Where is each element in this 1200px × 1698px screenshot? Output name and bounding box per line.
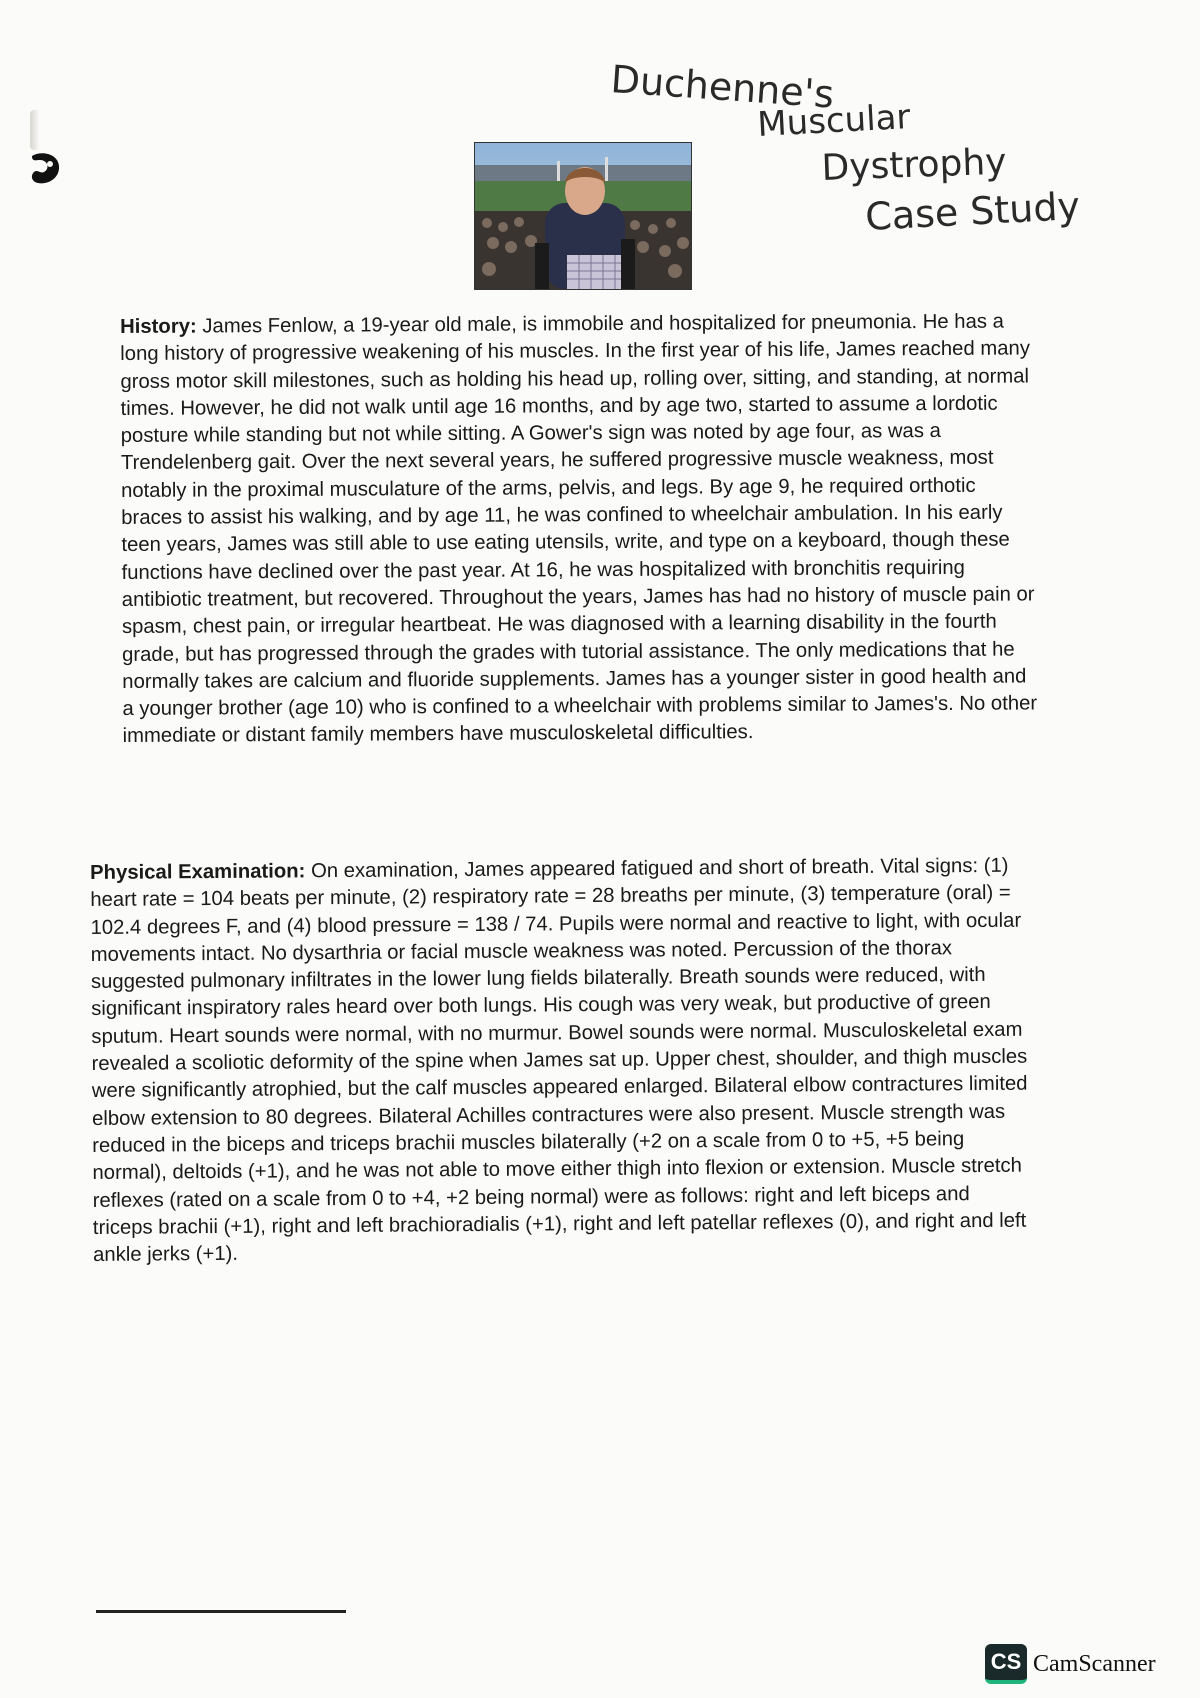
physical-exam-paragraph [90,853,1033,1270]
hole-punch-mark-icon [28,150,62,186]
handwritten-title-note [590,52,1110,252]
physical-exam-label: Physical Examination: [90,860,306,884]
handwritten-line-1: Duchenne's [609,57,836,117]
physical-exam-text: On examination, James appeared fatigued and short of breath. Vital signs: (1) heart rate = 104 beats per minute, (2) respiratory rate = 28 breaths per minute, (3) temperature (oral) = 102.4 degrees F, and (4) blood pressure = 138 / 74. Pupils were normal and reactive to light, with ocular movements intact. No dysarthria or facial muscle weakness was noted. Percussion of the thorax suggested pulmonary infiltrates in the lower lung fields bilaterally. Breath sounds were reduced, with significant inspiratory rales heard over both lungs. His cough was very weak, but productive of green sputum. Heart sounds were normal, with no murmur. Bowel sounds were normal. Musculoskeletal exam revealed a scoliotic deformity of the spine when James sat up. Upper chest, shoulder, and thigh muscles were significantly atrophied, but the calf muscles appeared enlarged. Bilateral elbow contractures limited elbow extension to 80 degrees. Bilateral Achilles contractures were also present. Muscle strength was reduced in the biceps and triceps brachii muscles bilaterally (+2 on a scale from 0 to +5, +5 being normal), deltoids (+1), and he was not able to move either thigh into flexion or extension. Muscle stretch reflexes (rated on a scale from 0 to +4, +2 being normal) were as follows: right and left biceps and triceps brachii (+1), right and left brachioradialis (+1), right and left patellar reflexes (0), and right and left ankle jerks (+1). [90,854,1028,1267]
handwritten-line-2: Muscular [756,97,912,145]
history-paragraph [120,308,1043,750]
history-label: History: [120,315,197,338]
handwritten-line-3: Dystrophy [820,141,1008,189]
footnote-rule [96,1610,346,1613]
scan-edge-smudge [30,110,40,150]
history-text: James Fenlow, a 19-year old male, is immobile and hospitalized for pneumonia. He has a long history of progressive weakening of his muscles. In the first year of his life, James reached many gross motor skill milestones, such as holding his head up, rolling over, sitting, and standing, at normal times. However, he did not walk until age 16 months, and by age two, started to assume a lordotic posture while standing but not while sitting. A Gower's sign was noted by age four, as was a Trendelenberg gait. Over the next several years, he suffered progressive muscle weakness, most notably in the proximal musculature of the arms, pelvis, and legs. By age 9, he required orthotic braces to assist his walking, and by age 11, he was confined to wheelchair ambulation. In his early teen years, James was still able to use eating utensils, write, and type on a keyboard, though these functions have declined over the past year. At 16, he was hospitalized with bronchitis requiring antibiotic treatment, but recovered. Throughout the years, James has had no history of muscle pain or spasm, chest pain, or irregular heartbeat. He was diagnosed with a learning disability in the fourth grade, but has progressed through the grades with tutorial assistance. The only medications that he normally takes are calcium and fluoride supplements. James has a younger sister in good health and a younger brother (age 10) who is confined to a wheelchair with problems similar to James's. No other immediate or distant family members have musculoskeletal difficulties. [120,310,1038,748]
handwritten-line-4: Case Study [864,183,1081,239]
camscanner-label: CamScanner [1033,1650,1156,1677]
camscanner-watermark [985,1642,1156,1686]
camscanner-logo-icon: CS [985,1644,1027,1684]
